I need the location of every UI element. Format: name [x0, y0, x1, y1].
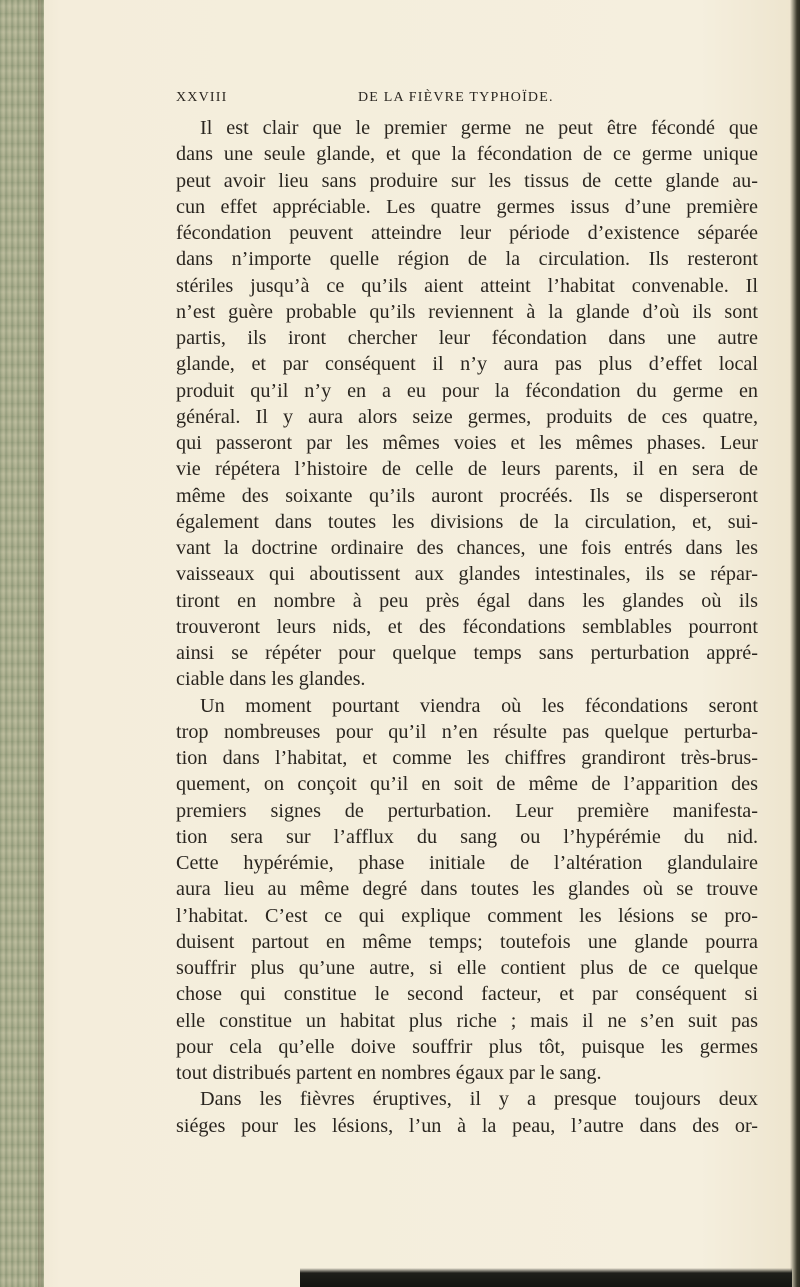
text-line: aura lieu au même degré dans toutes les glandes où se trouve [176, 878, 758, 901]
text-line: général. Il y aura alors seize germes, produits de ces quatre, [176, 405, 758, 428]
page-right-edge [790, 0, 800, 1287]
running-head [176, 90, 736, 112]
text-line: siéges pour les lésions, l’un à la peau, l’autre dans des or- [176, 1114, 758, 1137]
text-line: partis, ils iront chercher leur fécondation dans une autre [176, 327, 758, 349]
text-line: également dans toutes les divisions de la circulation, et, sui- [176, 510, 758, 533]
text-line: même des soixante qu’ils auront procréés. Ils se disperseront [176, 484, 758, 507]
text-line: n’est guère probable qu’ils reviennent à la glande d’où ils sont [176, 300, 758, 323]
text-line: Cette hypérémie, phase initiale de l’altération glandulaire [176, 852, 758, 874]
text-line: vie répétera l’histoire de celle de leurs parents, il en sera de [176, 458, 758, 481]
text-line: trouveront leurs nids, et des fécondations semblables pourront [176, 615, 758, 638]
text-line: peut avoir lieu sans produire sur les tissus de cette glande au- [176, 169, 758, 192]
text-line: souffrir plus qu’une autre, si elle contient plus de ce quelque [176, 957, 758, 979]
text-line: chose qui constitue le second facteur, et par conséquent si [176, 983, 758, 1006]
page-number: XXVIII [176, 90, 228, 105]
page-bottom-shadow [300, 1268, 792, 1287]
text-line: glande, et par conséquent il n’y aura pas plus d’effet local [176, 353, 758, 376]
text-line: Il est clair que le premier germe ne peut être fécondé que [200, 117, 758, 139]
text-line: quement, on conçoit qu’il en soit de même de l’apparition des [176, 773, 758, 796]
text-line: qui passeront par les mêmes voies et les mêmes phases. Leur [176, 432, 758, 454]
binding-shadow [38, 0, 44, 1287]
text-line: vaisseaux qui aboutissent aux glandes intestinales, ils se répar- [176, 563, 758, 586]
text-line: produit qu’il n’y en a eu pour la fécondation du germe en [176, 379, 758, 402]
text-line: fécondation peuvent atteindre leur période d’existence séparée [176, 222, 758, 244]
text-line: tiront en nombre à peu près égal dans les glandes où ils [176, 589, 758, 612]
text-line: tion dans l’habitat, et comme les chiffres grandiront très-brus- [176, 747, 758, 769]
text-line: pour cela qu’elle doive souffrir plus tôt, puisque les germes [176, 1035, 758, 1058]
text-line: ciable dans les glandes. [176, 668, 366, 691]
running-title: DE LA FIÈVRE TYPHOÏDE. [358, 90, 554, 105]
text-line: vant la doctrine ordinaire des chances, une fois entrés dans les [176, 537, 758, 559]
text-line: tout distribués partent en nombres égaux par le sang. [176, 1062, 602, 1084]
text-line: Dans les fièvres éruptives, il y a presque toujours deux [200, 1088, 758, 1111]
text-line: cun effet appréciable. Les quatre germes issus d’une première [176, 195, 758, 218]
text-line: ainsi se répéter pour quelque temps sans perturbation appré- [176, 642, 758, 664]
text-line: dans une seule glande, et que la fécondation de ce germe unique [176, 143, 758, 166]
text-line: stériles jusqu’à ce qu’ils aient atteint l’habitat convenable. Il [176, 274, 758, 297]
text-line: premiers signes de perturbation. Leur première manifesta- [176, 799, 758, 822]
text-line: tion sera sur l’afflux du sang ou l’hypérémie du nid. [176, 825, 758, 848]
text-line: trop nombreuses pour qu’il n’en résulte pas quelque perturba- [176, 720, 758, 743]
text-line: Un moment pourtant viendra où les fécondations seront [200, 694, 758, 717]
text-line: dans n’importe quelle région de la circulation. Ils resteront [176, 248, 758, 271]
text-line: elle constitue un habitat plus riche ; mais il ne s’en suit pas [176, 1009, 758, 1032]
body-text [176, 115, 758, 1139]
text-line: l’habitat. C’est ce qui explique comment les lésions se pro- [176, 904, 758, 927]
text-line: duisent partout en même temps; toutefois une glande pourra [176, 930, 758, 953]
